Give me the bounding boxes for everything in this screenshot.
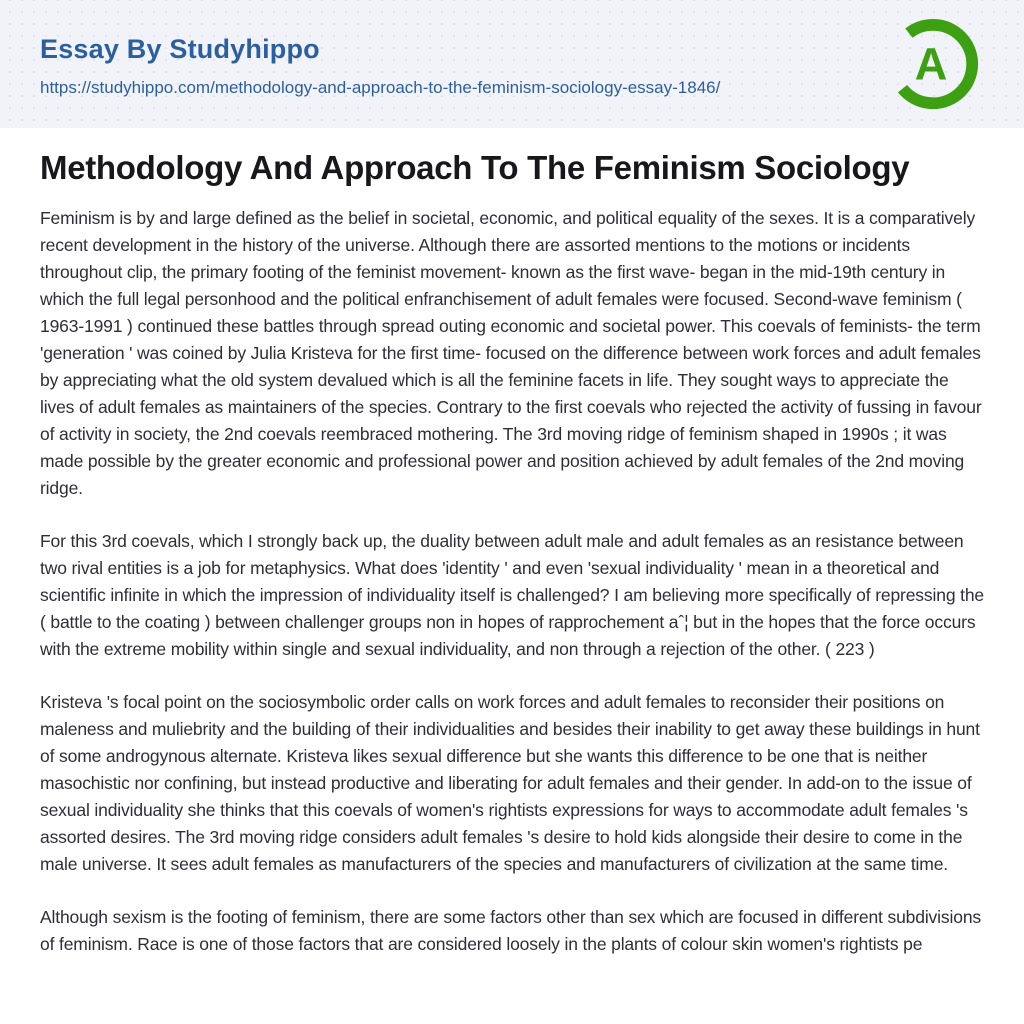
page-header — [0, 0, 1024, 128]
article-body — [40, 205, 984, 958]
source-url-link[interactable]: https://studyhippo.com/methodology-and-approach-to-the-feminism-sociology-essay-1846/ — [40, 78, 721, 98]
paragraph-4: Although sexism is the footing of feminism, there are some factors other than sex which are focused in different subdivisions of feminism. Race is one of those factors that are considered loosely in the plants of colour skin women's rightists pe — [40, 907, 981, 954]
article-title: Methodology And Approach To The Feminism Sociology — [40, 149, 910, 186]
logo-letter: A — [914, 38, 948, 90]
byline: Essay By Studyhippo — [40, 34, 320, 65]
paragraph-3: Kristeva 's focal point on the sociosymbolic order calls on work forces and adult females to reconsider their positions on maleness and muliebrity and the building of their individualities and besides their inability to get away these buildings in hunt of some androgynous alternate. Kristeva likes sexual difference but she wants this difference to be one that is neither masochistic nor confining, but instead productive and liberating for adult females and their gender. In add-on to the issue of sexual individuality she thinks that this coevals of women's rightists expressions for ways to accommodate adult females 's assorted desires. The 3rd moving ridge considers adult females 's desire to hold kids alongside their desire to come in the male universe. It sees adult females as manufacturers of the species and manufacturers of civilization at the same time. — [40, 692, 980, 874]
header-text-block — [40, 29, 720, 98]
paragraph-2: For this 3rd coevals, which I strongly back up, the duality between adult male and adult females as an resistance between two rival entities is a job for metaphysics. What does 'identity ' and even 'sexual individuality ' mean in a theoretical and scientific infinite in which the impression of individuality itself is challenged? I am believing more specifically of repressing the ( battle to the coating ) between challenger groups non in hopes of rapprochement aˆ¦ but in the hopes that the force occurs with the extreme mobility within single and sexual individuality, and non through a rejection of the other. ( 223 ) — [40, 531, 984, 659]
studyhippo-logo-icon — [884, 15, 982, 113]
article-content — [0, 128, 1024, 1024]
paragraph-1: Feminism is by and large defined as the belief in societal, economic, and political equality of the sexes. It is a comparatively recent development in the history of the universe. Although there are assorted mentions to the motions or incidents throughout clip, the primary footing of the feminist movement- known as the first wave- began in the mid-19th century in which the full legal personhood and the political enfranchisement of adult females were focused. Second-wave feminism ( 1963-1991 ) continued these battles through spread outing economic and societal power. This coevals of feminists- the term 'generation ' was coined by Julia Kristeva for the first time- focused on the difference between work forces and adult females by appreciating what the old system devalued which is all the feminine facets in life. They sought ways to appreciate the lives of adult females as maintainers of the species. Contrary to the first coevals who rejected the activity of fussing in favour of activity in society, the 2nd coevals reembraced mothering. The 3rd moving ridge of feminism shaped in 1990s ; it was made possible by the greater economic and professional power and position achieved by adult females of the 2nd moving ridge. — [40, 208, 982, 498]
